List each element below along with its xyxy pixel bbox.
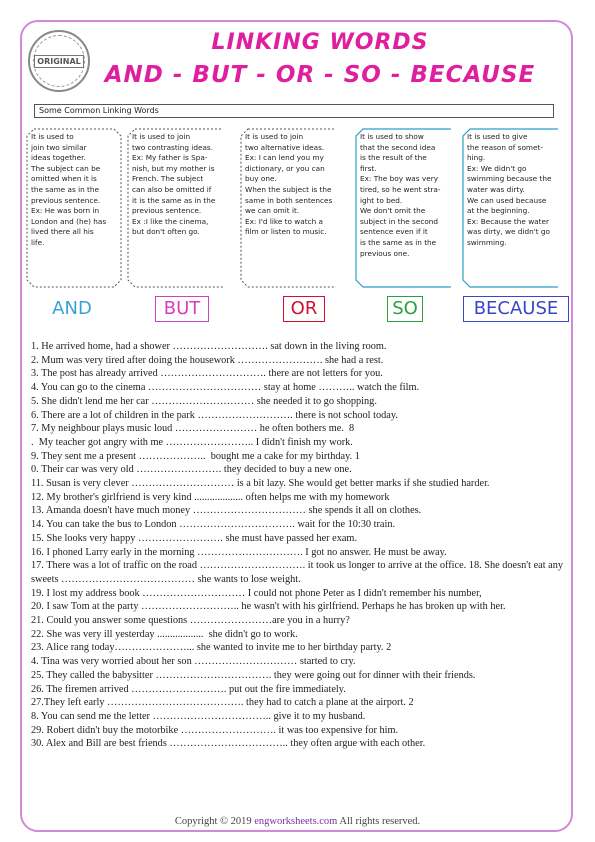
exercise-item: 8. You can send me the letter …………………………….. give it to my husband. xyxy=(31,710,366,722)
exercise-item: 4. Tina was very worried about her son ………………………… started to cry. xyxy=(31,656,356,668)
footer-rights: All rights reserved. xyxy=(339,816,421,827)
exercise-item: 30. Alex and Bill are best friends …………………………….. they often argue with each other. xyxy=(31,738,426,750)
exercise-item: 0. Their car was very old ……………………. they decided to buy a new one. xyxy=(31,464,352,476)
exercise-item: 29. Robert didn't buy the motorbike ………………………. it was too expensive for him. xyxy=(31,724,399,736)
footer xyxy=(0,816,595,827)
exercise-item: 4. You can go to the cinema …………………………… stay at home ……….. watch the film. xyxy=(31,382,420,394)
exercise-item: 20. I saw Tom at the party ……………………….. he wasn't with his girlfriend. Perhaps he has broken up with her. xyxy=(31,601,506,613)
section-heading: Some Common Linking Words xyxy=(34,104,554,118)
exercise-item: 17. There was a lot of traffic on the road …………………………. it took us longer to arrive at the office. 18. She doesn't eat any sweets ………………………………… she wants to lose weight. xyxy=(31,560,566,585)
exercise-item: 19. I lost my address book ………………………… I could not phone Peter as I didn't remember his number, xyxy=(31,587,482,599)
page-subtitle: AND - BUT - OR - SO - BECAUSE xyxy=(104,62,536,88)
exercise-item: 9. They sent me a present ……………….. bought me a cake for my birthday. 1 xyxy=(31,450,360,462)
exercise-item: 15. She looks very happy ……………………. she must have passed her exam. xyxy=(31,532,358,544)
exercise-item: 12. My brother's girlfriend is very kind ................... often helps me with my homework xyxy=(31,491,390,503)
footer-site-link[interactable]: engworksheets.com xyxy=(254,816,338,827)
exercise-list xyxy=(31,340,567,751)
exercise-item: 23. Alice rang today…………………... she wanted to invite me to her birthday party. 2 xyxy=(31,642,392,654)
stamp-text: ORIGINAL xyxy=(34,55,83,68)
exercise-item: 25. They called the babysitter ……………………………. they were going out for dinner with their friends. xyxy=(31,669,476,681)
exercise-item: 1. He arrived home, had a shower ………………………. sat down in the living room. xyxy=(31,341,387,352)
card-so: It is used to show that the second idea is the result of the first. Ex: The boy was very tired, so he went stra- ight to bed. We don't omit the subject in the second sentence even if it is the same as in the previous one. xyxy=(360,132,441,258)
exercise-item: 26. The firemen arrived ………………………. put out the fire immediately. xyxy=(31,683,346,695)
exercise-item: 22. She was very ill yesterday .................. she didn't go to work. xyxy=(31,628,298,640)
card-or: It is used to join two alternative ideas. Ex: I can lend you my dictionary, or you can buy one. When the subject is the same in both sentences we can omit it. Ex: I'd like to watch a film or listen to music. xyxy=(245,132,333,237)
exercise-item: 7. My neighbour plays music loud …………………… he often bothers me. 8 xyxy=(31,423,355,435)
label-so: SO xyxy=(387,296,423,322)
card-and: It is used to join two similar ideas together. The subject can be omitted when it is the same as in the previous sentence. Ex: He was born in London and (he) has lived there all his life. xyxy=(31,132,107,247)
exercise-item: 6. There are a lot of children in the park ………………………. there is not school today. xyxy=(31,409,398,421)
exercise-item: . My teacher got angry with me …………………….. I didn't finish my work. xyxy=(31,436,353,448)
exercise-item: 11. Susan is very clever ………………………… is a bit lazy. She would get better marks if she studied harder. xyxy=(31,478,490,490)
exercise-item: 3. The post has already arrived …………………………. there are not letters for you. xyxy=(31,368,383,380)
exercise-item: 5. She didn't lend me her car ………………………… she needed it to go shopping. xyxy=(31,395,377,407)
label-or: OR xyxy=(283,296,325,322)
exercise-item: 21. Could you answer some questions ……………………are you in a hurry? xyxy=(31,615,350,627)
exercise-item: 2. Mum was very tired after doing the housework ……………………. she had a rest. xyxy=(31,354,384,366)
label-because: BECAUSE xyxy=(463,296,569,322)
exercise-item: 13. Amanda doesn't have much money …………………………… she spends it all on clothes. xyxy=(31,505,422,517)
page-title: LINKING WORDS xyxy=(211,30,429,55)
original-stamp-logo xyxy=(28,30,90,92)
exercise-item: 14. You can take the bus to London ……………………………. wait for the 10:30 train. xyxy=(31,519,396,531)
exercise-item: 16. I phoned Larry early in the morning …………………………. I got no answer. He must be away. xyxy=(31,546,447,558)
label-but: BUT xyxy=(155,296,209,322)
footer-copyright: Copyright © 2019 xyxy=(174,816,252,827)
label-and: AND xyxy=(52,298,92,319)
exercise-item: 27.They left early …………………………………. they had to catch a plane at the airport. 2 xyxy=(31,697,414,709)
card-because: It is used to give the reason of somet- hing. Ex: We didn't go swimming because the water was dirty. We can used because at the beginning. Ex: Because the water was dirty, we didn't go swimming. xyxy=(467,132,552,247)
card-but: It is used to join two contrasting ideas. Ex: My father is Spa- nish, but my mother is French. The subject can also be omitted if it is the same as in the previous sentence. Ex :I like the cinema, but don't often go. xyxy=(132,132,216,237)
